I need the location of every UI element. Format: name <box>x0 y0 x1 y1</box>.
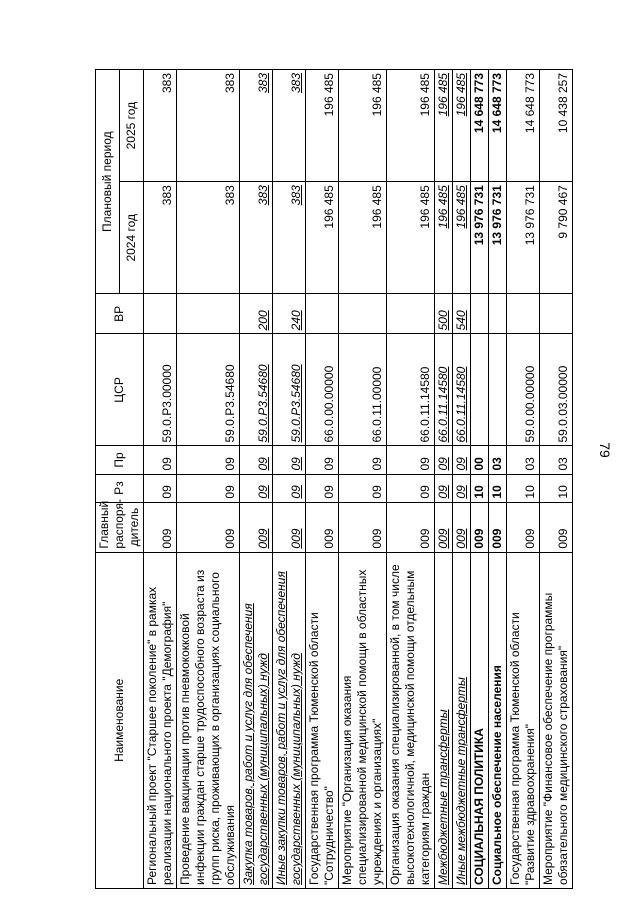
cell-gr: 009 <box>387 502 435 552</box>
cell-gr: 009 <box>240 502 273 552</box>
header-vr: ВР <box>96 294 144 334</box>
cell-vr <box>144 294 177 334</box>
cell-name: Региональный проект "Старшее поколение" в рамках реализации национального проекта "Демография" <box>144 552 177 888</box>
cell-vr <box>471 294 489 334</box>
cell-csr: 59.0.00.00000 <box>507 334 540 446</box>
header-name: Наименование <box>96 552 144 888</box>
cell-name: Закупка товаров, работ и услуг для обеспечения государственных (муниципальных) нужд <box>240 552 273 888</box>
cell-csr: 59.0.P3.00000 <box>144 334 177 446</box>
table-row <box>339 70 387 889</box>
cell-name: Государственная программа Тюменской области "Сотрудничество" <box>306 552 339 888</box>
cell-v2024: 383 <box>273 182 306 294</box>
table-body <box>144 70 573 889</box>
table-row <box>240 70 273 889</box>
cell-rz: 09 <box>306 474 339 502</box>
cell-vr <box>306 294 339 334</box>
table-row <box>387 70 435 889</box>
cell-name: Социальное обеспечение населения <box>489 552 507 888</box>
cell-gr: 009 <box>540 502 573 552</box>
table-row <box>540 70 573 889</box>
cell-pr: 09 <box>387 446 435 474</box>
cell-pr: 09 <box>177 446 240 474</box>
cell-csr: 59.0.03.00000 <box>540 334 573 446</box>
header-2024: 2024 год <box>120 182 144 294</box>
cell-v2024: 383 <box>144 182 177 294</box>
cell-v2024: 13 976 731 <box>507 182 540 294</box>
header-rz: Рз <box>96 474 144 502</box>
cell-name: Межбюджетные трансферты <box>435 552 453 888</box>
cell-v2025: 383 <box>177 70 240 182</box>
cell-v2025: 14 648 773 <box>489 70 507 182</box>
cell-rz: 10 <box>471 474 489 502</box>
table-row <box>489 70 507 889</box>
cell-vr <box>540 294 573 334</box>
cell-rz: 10 <box>540 474 573 502</box>
cell-pr: 09 <box>435 446 453 474</box>
table-row <box>273 70 306 889</box>
table-row <box>144 70 177 889</box>
cell-gr: 009 <box>507 502 540 552</box>
cell-v2024: 196 485 <box>339 182 387 294</box>
cell-pr: 00 <box>471 446 489 474</box>
cell-v2024: 13 976 731 <box>489 182 507 294</box>
cell-v2024: 13 976 731 <box>471 182 489 294</box>
cell-name: Мероприятие "Организация оказания специализированной медицинской помощи в областных учреждениях и организациях" <box>339 552 387 888</box>
cell-pr: 03 <box>507 446 540 474</box>
cell-vr: 240 <box>273 294 306 334</box>
header-main-admin: Главный распоря-дитель <box>96 502 144 552</box>
cell-pr: 03 <box>489 446 507 474</box>
cell-rz: 09 <box>435 474 453 502</box>
cell-v2024: 196 485 <box>387 182 435 294</box>
cell-pr: 09 <box>273 446 306 474</box>
cell-rz: 09 <box>177 474 240 502</box>
cell-v2024: 196 485 <box>435 182 453 294</box>
cell-name: Организация оказания специализированной, в том числе высокотехнологичной, медицинской помощи отдельным категориям граждан <box>387 552 435 888</box>
cell-name: Иные межбюджетные трансферты <box>453 552 471 888</box>
cell-v2025: 383 <box>240 70 273 182</box>
header-2025: 2025 год <box>120 70 144 182</box>
cell-gr: 009 <box>306 502 339 552</box>
cell-v2025: 10 438 257 <box>540 70 573 182</box>
cell-pr: 09 <box>453 446 471 474</box>
cell-gr: 009 <box>339 502 387 552</box>
cell-gr: 009 <box>471 502 489 552</box>
cell-csr: 59.0.P3.54680 <box>240 334 273 446</box>
cell-name: Государственная программа Тюменской области "Развитие здравоохранения" <box>507 552 540 888</box>
cell-pr: 09 <box>306 446 339 474</box>
cell-rz: 10 <box>507 474 540 502</box>
cell-v2025: 196 485 <box>306 70 339 182</box>
cell-v2025: 196 485 <box>387 70 435 182</box>
cell-rz: 09 <box>339 474 387 502</box>
header-pr: Пр <box>96 446 144 474</box>
cell-gr: 009 <box>453 502 471 552</box>
cell-gr: 009 <box>435 502 453 552</box>
cell-v2025: 14 648 773 <box>471 70 489 182</box>
cell-pr: 09 <box>240 446 273 474</box>
cell-csr: 66.0.11.14580 <box>435 334 453 446</box>
cell-csr <box>471 334 489 446</box>
budget-table <box>95 69 573 889</box>
cell-rz: 09 <box>240 474 273 502</box>
cell-vr <box>177 294 240 334</box>
cell-rz: 09 <box>387 474 435 502</box>
cell-name: Проведение вакцинации против пневмококковой инфекции граждан старше трудоспособного возраста из групп риска, проживающих в организациях социального обслуживания <box>177 552 240 888</box>
cell-csr <box>489 334 507 446</box>
header-csr: ЦСР <box>96 334 144 446</box>
cell-v2024: 383 <box>177 182 240 294</box>
cell-v2025: 196 485 <box>435 70 453 182</box>
cell-pr: 09 <box>144 446 177 474</box>
cell-vr: 540 <box>453 294 471 334</box>
cell-csr: 66.0.11.14580 <box>387 334 435 446</box>
cell-name: Иные закупки товаров, работ и услуг для обеспечения государственных (муниципальных) нужд <box>273 552 306 888</box>
budget-table-container <box>95 69 573 889</box>
cell-rz: 09 <box>144 474 177 502</box>
cell-v2025: 383 <box>273 70 306 182</box>
cell-csr: 66.0.11.00000 <box>339 334 387 446</box>
cell-v2025: 383 <box>144 70 177 182</box>
cell-v2024: 9 790 467 <box>540 182 573 294</box>
cell-vr <box>387 294 435 334</box>
cell-vr <box>489 294 507 334</box>
cell-name: СОЦИАЛЬНАЯ ПОЛИТИКА <box>471 552 489 888</box>
cell-rz: 09 <box>453 474 471 502</box>
cell-vr: 500 <box>435 294 453 334</box>
cell-rz: 09 <box>273 474 306 502</box>
page-number: 79 <box>597 442 613 458</box>
table-row <box>177 70 240 889</box>
cell-v2024: 196 485 <box>453 182 471 294</box>
table-row <box>306 70 339 889</box>
cell-csr: 59.0.P3.54680 <box>273 334 306 446</box>
cell-v2024: 196 485 <box>306 182 339 294</box>
cell-v2024: 383 <box>240 182 273 294</box>
header-planned-period: Плановый период <box>96 70 120 294</box>
cell-csr: 66.0.11.14580 <box>453 334 471 446</box>
cell-name: Мероприятие "Финансовое обеспечение программы обязательного медицинского страхования" <box>540 552 573 888</box>
table-row <box>453 70 471 889</box>
cell-gr: 009 <box>273 502 306 552</box>
cell-v2025: 196 485 <box>453 70 471 182</box>
cell-vr: 200 <box>240 294 273 334</box>
cell-gr: 009 <box>144 502 177 552</box>
cell-gr: 009 <box>489 502 507 552</box>
cell-pr: 03 <box>540 446 573 474</box>
cell-rz: 10 <box>489 474 507 502</box>
cell-vr <box>507 294 540 334</box>
cell-pr: 09 <box>339 446 387 474</box>
cell-v2025: 196 485 <box>339 70 387 182</box>
cell-gr: 009 <box>177 502 240 552</box>
cell-csr: 66.0.00.00000 <box>306 334 339 446</box>
cell-csr: 59.0.P3.54680 <box>177 334 240 446</box>
cell-v2025: 14 648 773 <box>507 70 540 182</box>
table-row <box>507 70 540 889</box>
cell-vr <box>339 294 387 334</box>
table-row <box>435 70 453 889</box>
table-row <box>471 70 489 889</box>
